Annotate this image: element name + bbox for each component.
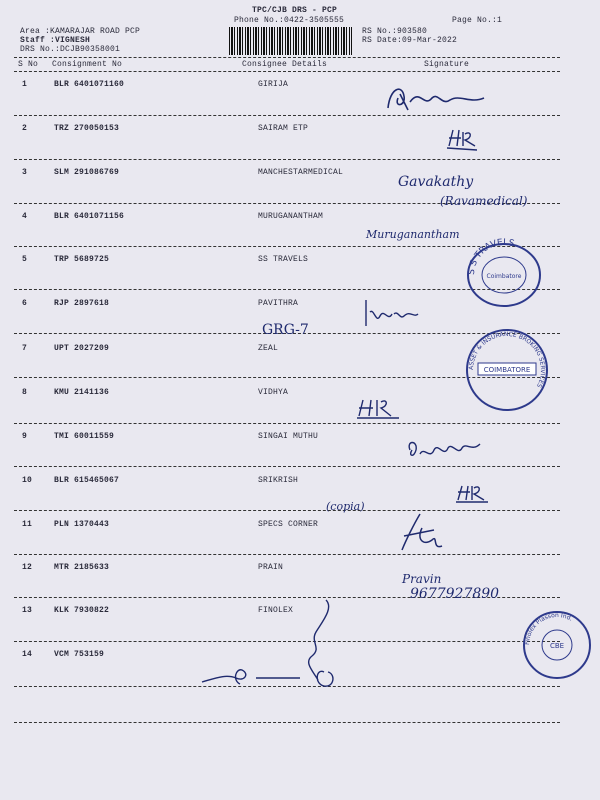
row-consignment: UPT 2027209 (54, 344, 110, 353)
insurance-stamp (462, 330, 552, 414)
row-consignment: BLR 6401071160 (54, 80, 125, 89)
row-consignment: PLN 1370443 (54, 520, 110, 529)
row-sno: 2 (22, 124, 28, 133)
row-sno: 12 (22, 563, 33, 572)
column-signature: Signature (424, 60, 470, 69)
signature-1 (380, 78, 490, 122)
row-sno: 13 (22, 606, 33, 615)
signature-12-name: Pravin (402, 572, 442, 586)
row-consignee: FINOLEX (258, 606, 294, 615)
row-consignment: BLR 615465067 (54, 476, 120, 485)
row-sno: 7 (22, 344, 28, 353)
sheet-title: TPC/CJB DRS - PCP (252, 6, 338, 15)
row-consignee: SPECS CORNER (258, 520, 319, 529)
row-sno: 11 (22, 520, 33, 529)
row-consignment: KLK 7930822 (54, 606, 110, 615)
row-divider (14, 466, 560, 467)
header-divider-bottom (14, 71, 560, 72)
row-divider (14, 159, 560, 160)
row-sno: 9 (22, 432, 28, 441)
row-sno: 6 (22, 299, 28, 308)
finolex-stamp-ring: Finolex Plasson Ind. (523, 611, 574, 646)
row-divider (14, 554, 560, 555)
insurance-stamp-ring: ASSET & INSURANCE BROKING SERVICES (467, 330, 547, 389)
row-sno: 3 (22, 168, 28, 177)
row-consignee: MANCHESTARMEDICAL (258, 168, 344, 177)
column-consignment: Consignment No (52, 60, 123, 69)
signature-10 (454, 482, 494, 510)
row-consignee: SS TRAVELS (258, 255, 309, 264)
rs-number: RS No.:903580 (362, 27, 428, 36)
header-divider-top (14, 57, 560, 58)
row-consignee: SAIRAM ETP (258, 124, 309, 133)
ss-travels-stamp (464, 237, 544, 314)
area-label: Area :KAMARAJAR ROAD PCP (20, 27, 141, 36)
signature-12-phone: 9677927890 (410, 586, 500, 602)
row-consignee: SRIKRISH (258, 476, 299, 485)
row-consignee: GIRIJA (258, 80, 289, 89)
row-consignment: VCM 753159 (54, 650, 105, 659)
signature-8 (355, 394, 405, 426)
row-consignment: MTR 2185633 (54, 563, 110, 572)
row-consignee: SINGAI MUTHU (258, 432, 319, 441)
row-sno: 10 (22, 476, 33, 485)
row-consignment: BLR 6401071156 (54, 212, 125, 221)
finolex-stamp (522, 610, 592, 684)
row-sno: 1 (22, 80, 28, 89)
signature-14 (196, 598, 356, 692)
row-consignment: SLM 291086769 (54, 168, 120, 177)
row-divider (14, 510, 560, 511)
handwritten-code: GRG-7 (262, 322, 309, 338)
row-consignment: TMI 60011559 (54, 432, 115, 441)
finolex-stamp-center: CBE (549, 642, 565, 650)
insurance-stamp-center: COIMBATORE (483, 366, 531, 374)
phone-number: Phone No.:0422-3505555 (234, 16, 345, 25)
row-consignment: TRZ 270050153 (54, 124, 120, 133)
handwritten-note: (copia) (326, 500, 365, 513)
row-consignee: MURUGANANTHAM (258, 212, 324, 221)
page-number: Page No.:1 (452, 16, 503, 25)
barcode (229, 27, 352, 55)
row-sno: 8 (22, 388, 28, 397)
column-consignee: Consignee Details (242, 60, 328, 69)
row-sno: 4 (22, 212, 28, 221)
signature-2 (445, 126, 485, 158)
ss-travels-stamp-center: Coimbatore (486, 273, 522, 280)
row-consignment: TRP 5689725 (54, 255, 110, 264)
ss-travels-stamp-ring: S S TRAVELS (466, 237, 516, 276)
row-consignee: ZEAL (258, 344, 279, 353)
row-sno: 14 (22, 650, 33, 659)
staff-label: Staff :VIGNESH (20, 36, 91, 45)
svg-text:Finolex Plasson Ind. (524, 612, 574, 645)
column-sno: S No (18, 60, 39, 69)
signature-6 (360, 294, 420, 338)
rs-date: RS Date:09-Mar-2022 (362, 36, 458, 45)
row-divider (14, 423, 560, 424)
signature-3-note: (Ravamedical) (440, 194, 528, 208)
row-consignment: RJP 2897618 (54, 299, 110, 308)
footer-divider (14, 722, 560, 723)
signature-9 (404, 432, 484, 466)
signature-11 (396, 510, 446, 558)
signature-4-name: Muruganantham (366, 228, 460, 241)
row-consignee: PRAIN (258, 563, 284, 572)
row-consignee: PAVITHRA (258, 299, 299, 308)
signature-3-name: Gavakathy (398, 174, 474, 190)
drs-number: DRS No.:DCJB90358001 (20, 45, 121, 54)
row-sno: 5 (22, 255, 28, 264)
row-consignment: KMU 2141136 (54, 388, 110, 397)
row-consignee: VIDHYA (258, 388, 289, 397)
